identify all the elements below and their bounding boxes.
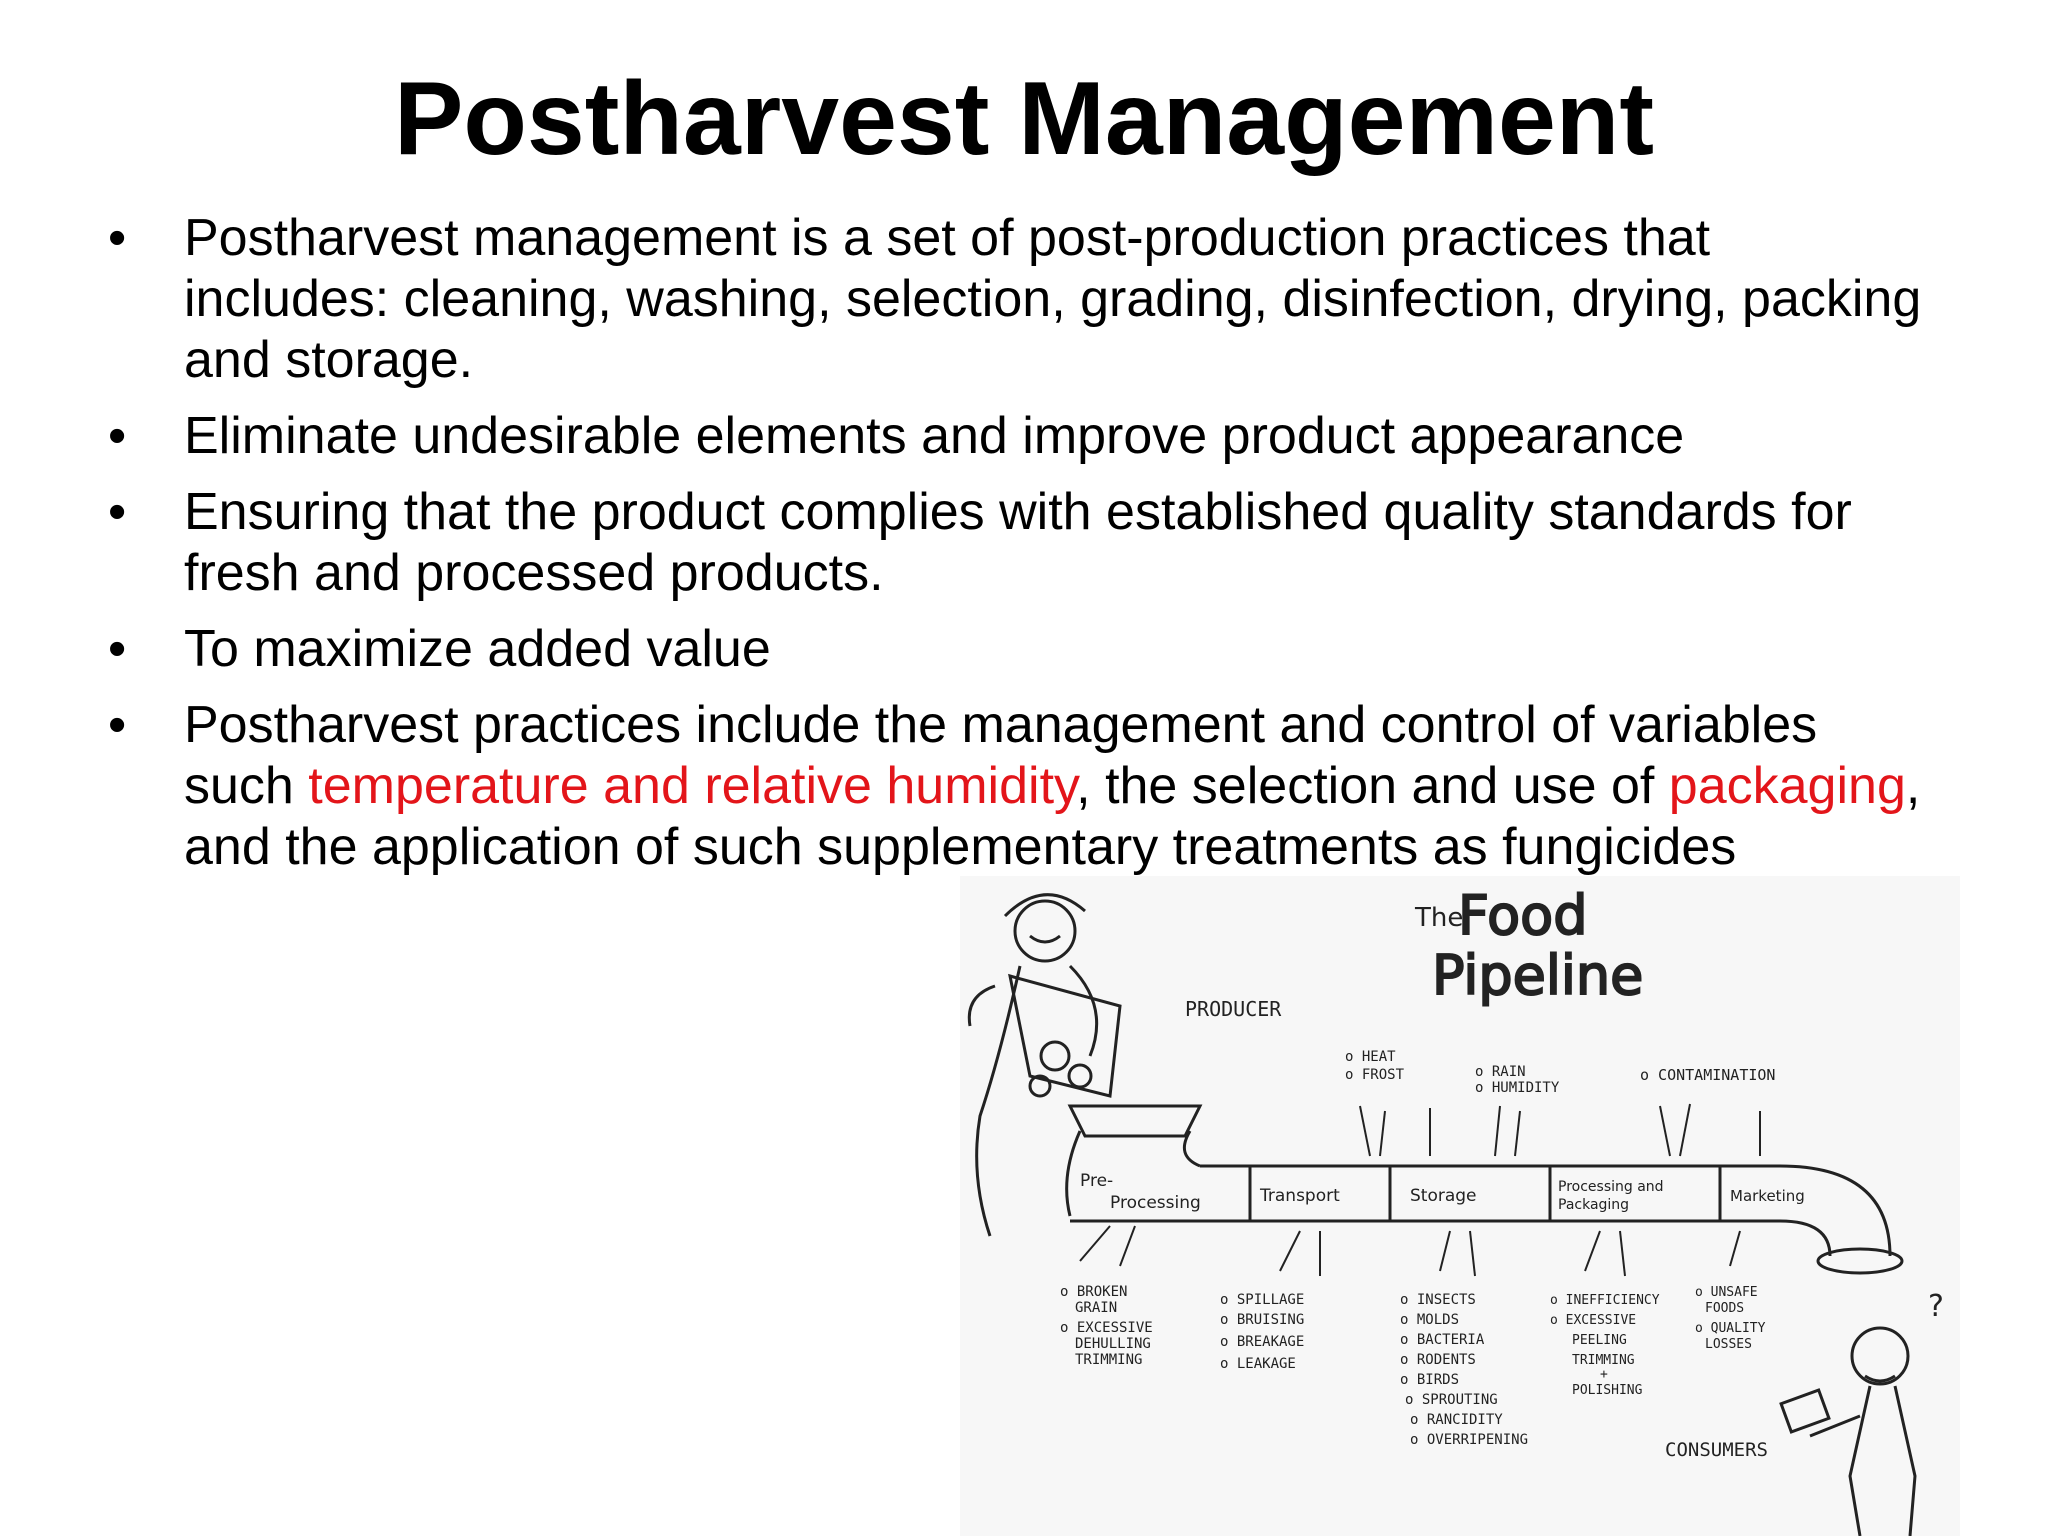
consumers-label: CONSUMERS [1665,1439,1768,1461]
bullet-item: • Ensuring that the product complies with established quality standards for fresh and processed products. [108,482,1928,604]
loss-item: o RODENTS [1400,1352,1476,1368]
stage-label: Marketing [1730,1187,1805,1205]
stage-label: Packaging [1558,1197,1630,1213]
bullet-item: • To maximize added value [108,619,1928,680]
heading-food: Food [1458,884,1588,947]
stage-label: Pre- [1080,1171,1114,1191]
stage-label: Transport [1260,1186,1340,1206]
loss-item: o INEFFICIENCY [1550,1293,1660,1308]
loss-item: FOODS [1705,1301,1745,1316]
loss-item: o EXCESSIVE [1060,1320,1153,1336]
factor-label: o HEAT [1345,1049,1396,1065]
losses-marketing [1695,1285,1766,1352]
loss-item: o LEAKAGE [1220,1356,1296,1372]
bullet-item: • Eliminate undesirable elements and improve product appearance [108,406,1928,467]
factor-label: o FROST [1345,1067,1405,1083]
slide-title: Postharvest Management [394,61,1654,177]
factor-label: o RAIN [1475,1064,1526,1080]
loss-item: POLISHING [1572,1383,1643,1398]
highlight-text: packaging [1668,757,1906,815]
stage-label: Processing and [1558,1179,1664,1195]
producer-label: PRODUCER [1185,997,1282,1021]
loss-item: o SPILLAGE [1220,1292,1305,1308]
loss-item: o QUALITY [1695,1321,1766,1336]
heading-the: The [1415,903,1464,933]
funnel-shape [1070,1106,1200,1136]
loss-item: DEHULLING [1075,1336,1151,1352]
loss-item: o BRUISING [1220,1312,1305,1328]
pipeline-drawing [960,876,1960,1536]
bullet-text: , and the application of such supplementary treatments as fungicides [184,757,1921,876]
bullet-item [108,695,1928,878]
loss-item: o BACTERIA [1400,1332,1485,1348]
loss-item: o UNSAFE [1695,1285,1758,1300]
consumer-figure-icon [1781,1289,1944,1536]
bullet-item: • Postharvest management is a set of post-production practices that includes: cleaning, washing, selection, grading, disinfection, drying, packing and storage. [108,208,1928,391]
loss-item: + [1600,1367,1608,1382]
bullet-text: Postharvest practices include the management and control of variables such [184,696,1818,815]
loss-item: o INSECTS [1400,1292,1476,1308]
stage-label: Processing [1110,1193,1201,1213]
bullet-list [108,208,1928,893]
loss-item: o OVERRIPENING [1410,1432,1529,1448]
loss-item: o BREAKAGE [1220,1334,1305,1350]
svg-text:?: ? [1928,1289,1944,1324]
bullet-text: , the selection and use of [1076,757,1669,815]
losses-preprocessing [1060,1284,1153,1368]
heading-pipeline: Pipeline [1432,944,1644,1007]
loss-item: LOSSES [1705,1337,1752,1352]
factor-label: o CONTAMINATION [1640,1066,1776,1084]
loss-item: TRIMMING [1075,1352,1143,1368]
losses-processing [1550,1293,1660,1398]
loss-item: o SPROUTING [1405,1392,1498,1408]
loss-item: o MOLDS [1400,1312,1460,1328]
loss-item: GRAIN [1075,1300,1118,1316]
loss-item: PEELING [1572,1333,1627,1348]
factor-label: o HUMIDITY [1475,1080,1560,1096]
loss-item: TRIMMING [1572,1353,1635,1368]
loss-item: o BROKEN [1060,1284,1128,1300]
loss-item: o EXCESSIVE [1550,1313,1637,1328]
highlight-text: temperature and relative humidity [308,757,1077,815]
losses-transport [1220,1292,1304,1372]
loss-item: o RANCIDITY [1410,1412,1503,1428]
food-pipeline-illustration [960,876,1960,1536]
losses-storage [1400,1292,1528,1448]
stage-label: Storage [1410,1186,1477,1206]
loss-item: o BIRDS [1400,1372,1460,1388]
